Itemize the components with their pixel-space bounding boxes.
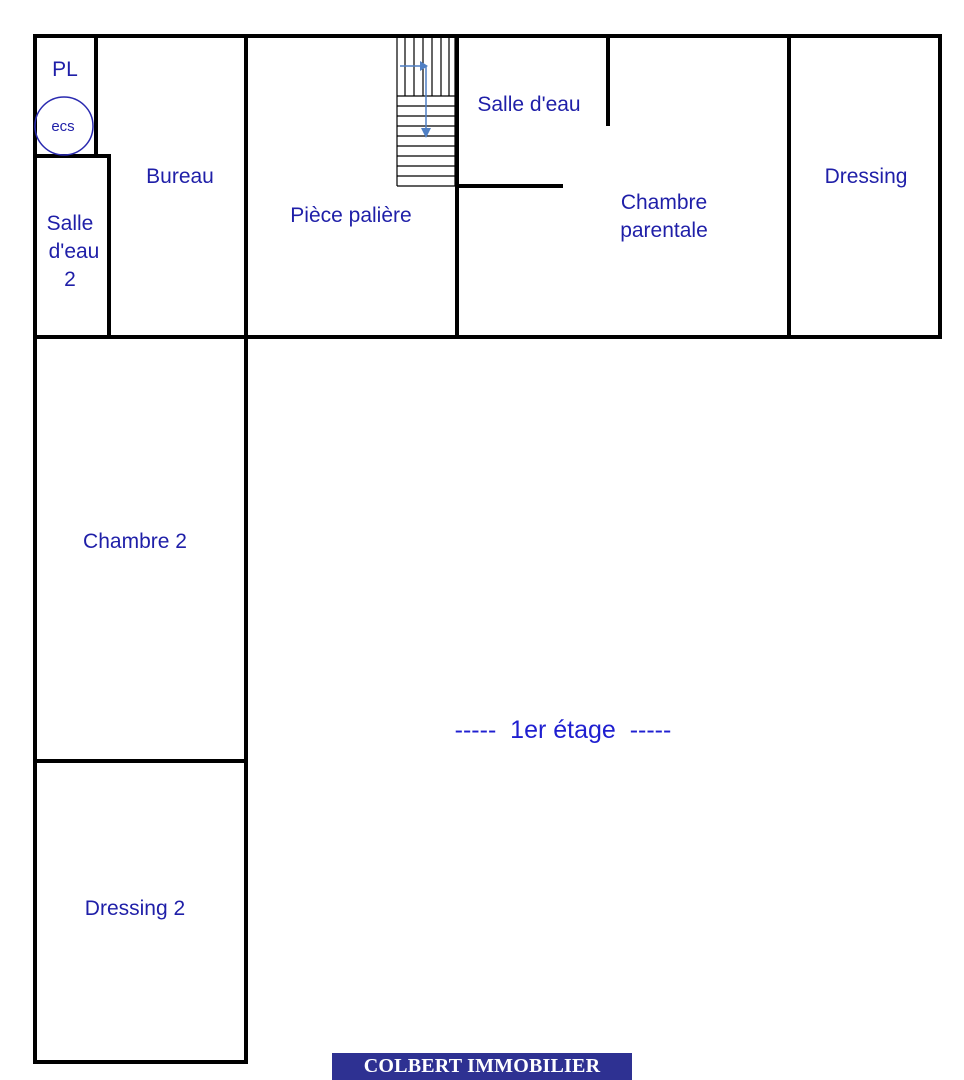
staircase bbox=[397, 36, 455, 186]
floor-level-label: ----- 1er étage ----- bbox=[454, 716, 672, 744]
room-label-salle-eau-2-line3: 2 bbox=[64, 268, 76, 291]
stair-arrow-right-head bbox=[420, 61, 428, 71]
room-label-dressing-2: Dressing 2 bbox=[84, 897, 186, 920]
room-label-bureau: Bureau bbox=[146, 165, 214, 188]
room-label-salle-eau-2-line2: d'eau bbox=[48, 240, 100, 263]
room-label-chambre-parentale-line1: Chambre bbox=[620, 191, 708, 214]
room-label-salle-eau: Salle d'eau bbox=[477, 93, 581, 116]
room-label-chambre-parentale-line2: parentale bbox=[620, 219, 708, 242]
room-label-piece-paliere: Pièce palière bbox=[290, 204, 412, 227]
room-label-ecs: ecs bbox=[51, 118, 75, 135]
room-label-dressing: Dressing bbox=[824, 165, 908, 188]
room-label-salle-eau-2-line1: Salle bbox=[46, 212, 94, 235]
agency-badge: COLBERT IMMOBILIER bbox=[332, 1053, 632, 1080]
room-label-pl: PL bbox=[52, 58, 78, 81]
room-label-chambre-2: Chambre 2 bbox=[83, 530, 187, 553]
